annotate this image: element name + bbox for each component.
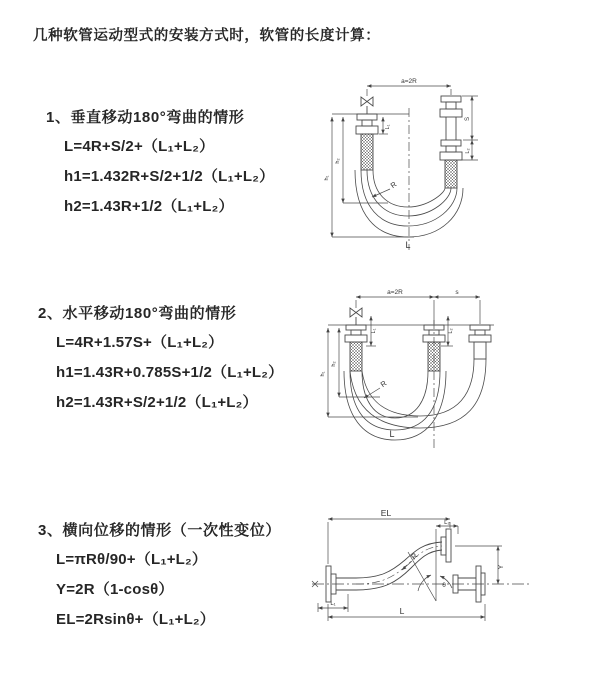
dim-label-el: EL bbox=[380, 508, 392, 518]
dim-label-length: L bbox=[399, 606, 405, 616]
dim-label-l1: L₁ bbox=[330, 601, 336, 607]
dim-label-y: Y bbox=[498, 564, 505, 570]
section-3-heading: 3、横向位移的情形（一次性变位） bbox=[38, 522, 281, 539]
valve-icon bbox=[350, 308, 362, 325]
dim-label-l1: L₁ bbox=[385, 124, 391, 130]
valve-icon bbox=[361, 97, 373, 114]
dim-label-radius: R bbox=[378, 378, 389, 390]
dim-label-length: L bbox=[389, 429, 395, 439]
section-lateral-displacement bbox=[38, 519, 281, 641]
dim-label-radius: R bbox=[388, 179, 399, 191]
hose-u-bend-shifted bbox=[350, 359, 486, 428]
dim-label-shift: s bbox=[455, 289, 459, 296]
right-pipe-fitting bbox=[440, 96, 462, 188]
left-pipe-fitting bbox=[356, 114, 378, 170]
hose-u-bend-original bbox=[344, 371, 446, 440]
dimension-lines bbox=[318, 519, 502, 621]
upper-right-flange bbox=[441, 529, 451, 562]
dim-label-span: a=2R bbox=[387, 289, 403, 296]
formula: L=πRθ/90+（L₁+L₂） bbox=[56, 551, 208, 568]
dim-label-radius: R bbox=[409, 551, 420, 562]
right-pipe-fitting bbox=[469, 325, 491, 359]
dim-label-stroke: S bbox=[465, 116, 471, 122]
page-title: 几种软管运动型式的安装方式时，软管的长度计算： bbox=[33, 28, 381, 44]
section-2-heading: 2、水平移动180°弯曲的情形 bbox=[38, 305, 237, 322]
section-horizontal-move bbox=[38, 302, 283, 424]
formula: h2=1.43R+1/2（L₁+L₂） bbox=[64, 198, 234, 215]
left-pipe-fitting bbox=[345, 325, 367, 371]
dim-label-l2: L₂ bbox=[448, 328, 454, 334]
dim-label-l1: L₁ bbox=[371, 328, 377, 334]
dim-label-h2: h₂ bbox=[331, 361, 337, 367]
formula: Y=2R（1-cosθ） bbox=[56, 581, 174, 598]
formula: h1=1.432R+S/2+1/2（L₁+L₂） bbox=[64, 168, 275, 185]
dim-label-h1: h₁ bbox=[320, 371, 326, 377]
dim-label-l2: L₂ bbox=[465, 148, 471, 154]
diagram-vertical-180-bend bbox=[310, 70, 600, 260]
formula: L=4R+S/2+（L₁+L₂） bbox=[64, 138, 215, 155]
dim-label-l2: L₂ bbox=[444, 520, 450, 526]
middle-pipe-fitting bbox=[423, 325, 445, 371]
section-1-heading: 1、垂直移动180°弯曲的情形 bbox=[46, 109, 245, 126]
dim-label-h2: h₂ bbox=[335, 158, 341, 164]
formula: L=4R+1.57S+（L₁+L₂） bbox=[56, 334, 224, 351]
dim-label-theta: θ bbox=[442, 582, 446, 589]
formula: h1=1.43R+0.785S+1/2（L₁+L₂） bbox=[56, 364, 284, 381]
hose-s-curve bbox=[356, 542, 442, 590]
diagram-lateral-displacement bbox=[298, 505, 600, 645]
dim-label-length: L bbox=[405, 240, 411, 250]
diagram-horizontal-180-bend bbox=[308, 282, 600, 457]
formula: h2=1.43R+S/2+1/2（L₁+L₂） bbox=[56, 394, 258, 411]
dim-label-h1: h₁ bbox=[324, 175, 330, 181]
formula: EL=2Rsinθ+（L₁+L₂） bbox=[56, 611, 215, 628]
section-vertical-move bbox=[46, 106, 274, 228]
dim-label-span: a=2R bbox=[401, 78, 417, 85]
